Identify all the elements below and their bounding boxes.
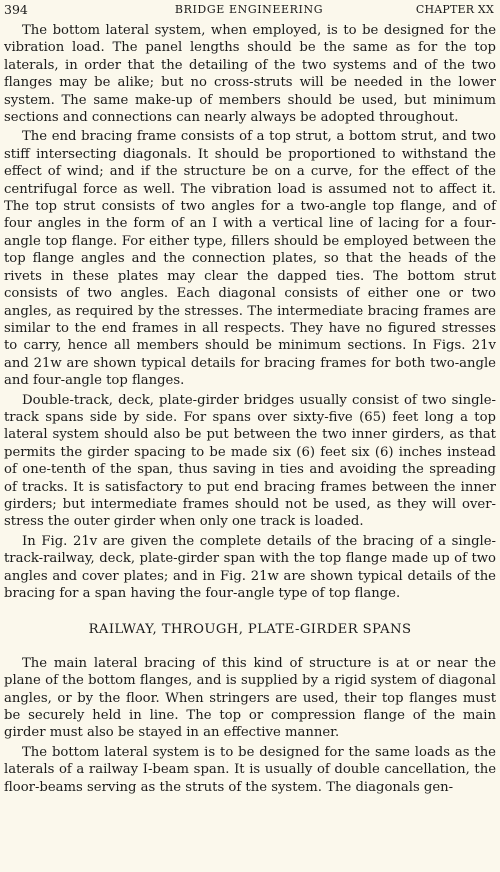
section-heading: RAILWAY, THROUGH, PLATE-GIRDER SPANS [88, 622, 412, 638]
paragraph: In Fig. 21v are given the complete details of the bracing of a single-track-railway, deck, plate-girder span with the top flange made up of two angles and cover plates; and in Fig. 21w are shown typical details of the bracing for a span having the four-angle type of top flange. [4, 533, 496, 601]
paragraph: Double-track, deck, plate-girder bridges usually consist of two single-track spans side by side. For spans over sixty-five (65) feet long a top lateral system should also be put between the two inner girders, as that permits the girder spacing to be made six (6) feet six (6) inches instead of one-tenth of the span, thus saving in ties and avoiding the spreading of tracks. It is satisfactory to put end bracing frames between the inner girders; but intermediate frames should not be used, as they will over-stress the outer girder when only one track is loaded. [4, 392, 496, 530]
paragraph: The bottom lateral system is to be designed for the same loads as the laterals of a railway I-beam span. It is usually of double cancellation, the floor-beams serving as the struts of the system. The diagonals gen- [4, 744, 496, 795]
page-number: 394 [4, 2, 28, 17]
chapter-label: CHAPTER XX [415, 3, 494, 16]
paragraph: The main lateral bracing of this kind of structure is at or near the plane of the bottom flanges, and is supplied by a rigid system of diagonal angles, or by the floor. When stringers are used, their top flanges must be securely held in line. The top or compression flange of the main girder must also be stayed in an effective manner. [4, 655, 496, 741]
running-header [4, 2, 494, 18]
page-body [4, 22, 496, 796]
running-title: BRIDGE ENGINEERING [174, 3, 324, 16]
paragraph: The end bracing frame consists of a top strut, a bottom strut, and two stiff intersecting diagonals. It should be proportioned to withstand the effect of wind; and if the structure be on a curve, for the effect of the centrifugal force as well. The vibration load is assumed not to affect it. The top strut consists of two angles for a two-angle top flange, and of four angles in the form of an I with a vertical line of lacing for a four-angle top flange. For either type, fillers should be employed between the top flange angles and the connection plates, so that the heads of the rivets in these plates may clear the dapped ties. The bottom strut consists of two angles. Each diagonal consists of either one or two angles, as required by the stresses. The intermediate bracing frames are similar to the end frames in all respects. They have no figured stresses to carry, hence all members should be minimum sections. In Figs. 21v and 21w are shown typical details for bracing frames for both two-angle and four-angle top flanges. [4, 129, 496, 389]
paragraph: The bottom lateral system, when employed, is to be designed for the vibration load. The panel lengths should be the same as for the top laterals, in order that the detailing of the two systems and of the two flanges may be alike; but no cross-struts will be needed in the lower system. The same make-up of members should be used, but minimum sections and connections can nearly always be adopted throughout. [4, 23, 496, 126]
